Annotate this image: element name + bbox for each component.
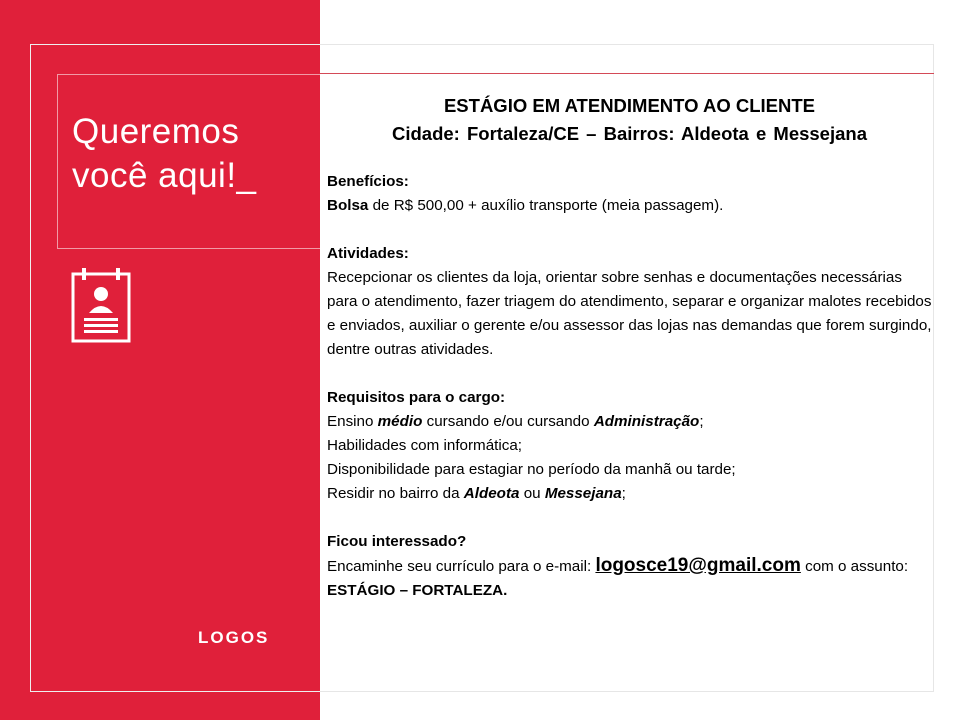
benefits-text: [327, 194, 932, 218]
benefits-bold-lead: Bolsa: [327, 197, 369, 214]
requirement-computer-skills: Habilidades com informática;: [327, 437, 522, 454]
requirement-education: Ensino médio cursando e/ou cursando Administração;: [327, 413, 704, 430]
headline-line-2: você aqui!_: [72, 156, 257, 195]
headline: [72, 110, 257, 198]
email-subject: ESTÁGIO – FORTALEZA: [327, 582, 504, 599]
top-divider: [320, 73, 934, 74]
logos-logo: LOGOS: [198, 628, 270, 647]
requirement-availability: Disponibilidade para estagiar no período da manhã ou tarde;: [327, 461, 736, 478]
requirement-residence: Residir no bairro da Aldeota ou Messejana;: [327, 485, 626, 502]
headline-line-1: Queremos: [72, 112, 240, 151]
email-link[interactable]: logosce19@gmail.com: [595, 555, 801, 576]
posting-subtitle: Cidade: Fortaleza/CE – Bairros: Aldeota e Messejana: [392, 123, 867, 144]
job-posting: [327, 92, 932, 603]
contact-text: Encaminhe seu currículo para o e-mail: logosce19@gmail.com com o assunto: ESTÁGIO – FORTALEZA.: [327, 555, 909, 599]
requirements-heading: Requisitos para o cargo:: [327, 389, 506, 406]
contact-heading: Ficou interessado?: [327, 533, 467, 550]
benefits-body: de R$ 500,00 + auxílio transporte (meia passagem).: [368, 197, 724, 214]
activities-heading: Atividades:: [327, 245, 409, 262]
posting-title: ESTÁGIO EM ATENDIMENTO AO CLIENTE: [443, 95, 816, 116]
benefits-heading: Benefícios:: [327, 173, 409, 190]
activities-text: Recepcionar os clientes da loja, orientar sobre senhas e documentações necessárias para o atendimento, fazer triagem do atendimento, separar e organizar malotes recebidos e enviados, auxiliar o gerente e/ou assessor das lojas nas demandas que forem surgindo, dentre outras atividades.: [327, 269, 932, 358]
resume-document-icon: [70, 266, 132, 344]
